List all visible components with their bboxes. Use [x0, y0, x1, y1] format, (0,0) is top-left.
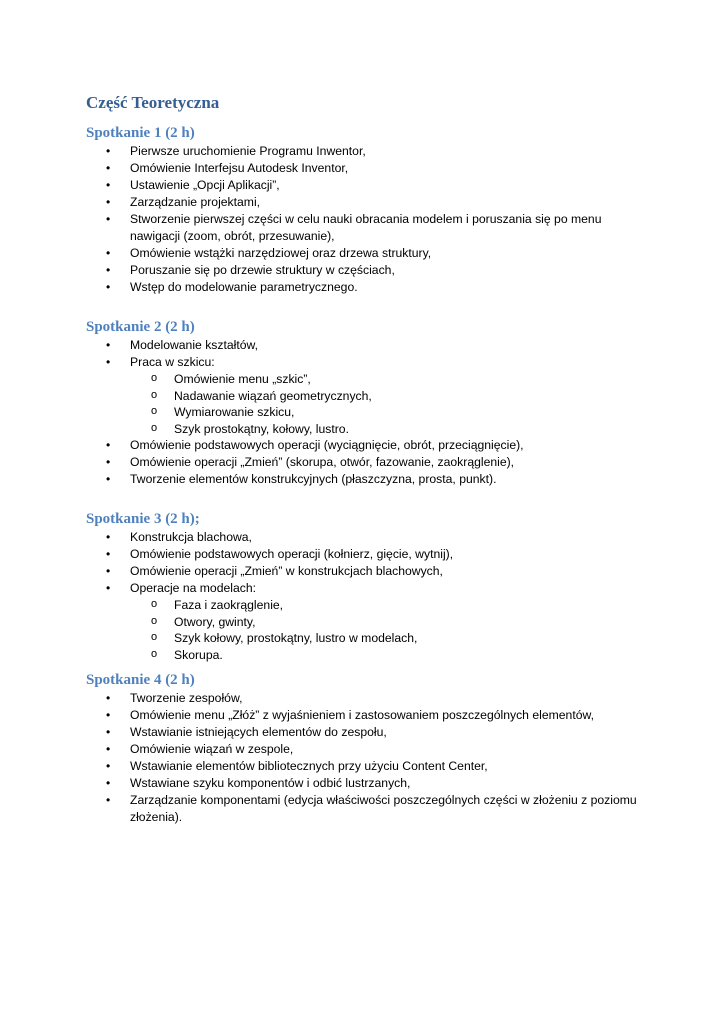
list-item: • Poruszanie się po drzewie struktury w częściach, [86, 262, 646, 279]
list-item-label: Operacje na modelach: [130, 581, 257, 595]
sub-list-item: o Wymiarowanie szkicu, [86, 404, 646, 421]
list-item: • Omówienie wiązań w zespole, [86, 741, 646, 758]
list-item: • Omówienie operacji „Zmień” (skorupa, otwór, fazowanie, zaokrąglenie), [86, 454, 646, 471]
list-item: • Zarządzanie projektami, [86, 194, 646, 211]
bullet-list [86, 143, 646, 296]
sub-list-item: o Faza i zaokrąglenie, [86, 597, 646, 614]
list-item: • Omówienie podstawowych operacji (wyciągnięcie, obrót, przeciągnięcie), [86, 437, 646, 454]
list-item: • Omówienie wstążki narzędziowej oraz drzewa struktury, [86, 245, 646, 262]
list-item-label: Praca w szkicu: [130, 355, 215, 369]
bullet-list [86, 690, 646, 826]
list-item [86, 580, 646, 663]
list-item: • Wstawiane szyku komponentów i odbić lustrzanych, [86, 775, 646, 792]
sub-list-item: o Szyk prostokątny, kołowy, lustro. [86, 421, 646, 438]
section-spotkanie-2 [86, 317, 646, 488]
list-item: • Omówienie menu „Złóż” z wyjaśnieniem i zastosowaniem poszczególnych elementów, [86, 707, 646, 724]
page-title: Część Teoretyczna [86, 93, 220, 112]
sub-list-item: o Skorupa. [86, 647, 646, 664]
section-heading: Spotkanie 1 (2 h) [86, 125, 195, 141]
list-item: • Zarządzanie komponentami (edycja właściwości poszczególnych części w złożeniu z poziomu złożenia). [86, 792, 646, 826]
list-item: • Wstawianie elementów bibliotecznych przy użyciu Content Center, [86, 758, 646, 775]
list-item: • Tworzenie zespołów, [86, 690, 646, 707]
list-item [86, 354, 646, 437]
section-heading: Spotkanie 4 (2 h) [86, 672, 195, 688]
section-spotkanie-3 [86, 509, 646, 663]
list-item: • Modelowanie kształtów, [86, 337, 646, 354]
list-item: • Wstawianie istniejących elementów do zespołu, [86, 724, 646, 741]
sub-list [130, 597, 646, 663]
section-spotkanie-4 [86, 670, 646, 826]
list-item: • Pierwsze uruchomienie Programu Inwentor, [86, 143, 646, 160]
list-item: • Konstrukcja blachowa, [86, 529, 646, 546]
section-spotkanie-1 [86, 123, 646, 296]
sub-list-item: o Nadawanie wiązań geometrycznych, [86, 388, 646, 405]
sub-list-item: o Otwory, gwinty, [86, 614, 646, 631]
list-item: • Omówienie podstawowych operacji (kołnierz, gięcie, wytnij), [86, 546, 646, 563]
document-content [86, 92, 646, 826]
bullet-list [86, 529, 646, 663]
bullet-list [86, 337, 646, 488]
section-heading: Spotkanie 3 (2 h); [86, 511, 200, 527]
list-item: • Omówienie operacji „Zmień” w konstrukcjach blachowych, [86, 563, 646, 580]
section-heading: Spotkanie 2 (2 h) [86, 319, 195, 335]
list-item: • Ustawienie „Opcji Aplikacji”, [86, 177, 646, 194]
sub-list-item: o Szyk kołowy, prostokątny, lustro w modelach, [86, 630, 646, 647]
sub-list [130, 371, 646, 437]
list-item: • Tworzenie elementów konstrukcyjnych (płaszczyzna, prosta, punkt). [86, 471, 646, 488]
sub-list-item: o Omówienie menu „szkic”, [86, 371, 646, 388]
list-item: • Stworzenie pierwszej części w celu nauki obracania modelem i poruszania się po menu nawigacji (zoom, obrót, przesuwanie), [86, 211, 646, 245]
list-item: • Wstęp do modelowanie parametrycznego. [86, 279, 646, 296]
list-item: • Omówienie Interfejsu Autodesk Inventor, [86, 160, 646, 177]
